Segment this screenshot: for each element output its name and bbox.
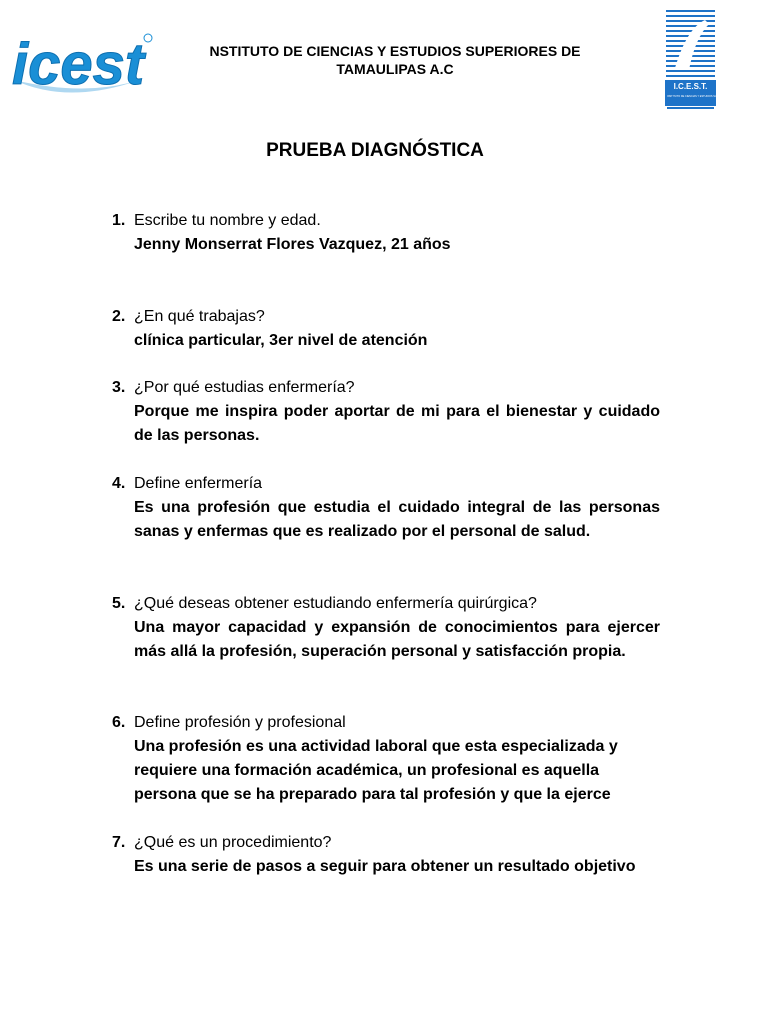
- question-number: 6.: [112, 714, 126, 731]
- question-item-4: [112, 472, 660, 544]
- answer-text: Es una serie de pasos a seguir para obtener un resultado objetivo: [134, 858, 636, 875]
- question-number: 5.: [112, 595, 126, 612]
- question-item-1: [112, 209, 660, 257]
- answer-text: Una profesión es una actividad laboral que esta especializada y requiere una formación académica, un profesional es aquella persona que se ha preparado para tal profesión y que la ejerce: [134, 738, 618, 803]
- question-text: ¿En qué trabajas?: [134, 308, 265, 325]
- question-item-5: [112, 592, 660, 664]
- question-item-6: [112, 711, 660, 807]
- question-number: 3.: [112, 379, 126, 396]
- question-item-3: [112, 376, 660, 448]
- question-text: ¿Qué deseas obtener estudiando enfermería quirúrgica?: [134, 595, 537, 612]
- page-title: PRUEBA DIAGNÓSTICA: [266, 140, 484, 161]
- answer-text: Es una profesión que estudia el cuidado integral de las personas sanas y enfermas que es realizado por el personal de salud.: [134, 499, 660, 540]
- question-number: 2.: [112, 308, 126, 325]
- question-text: ¿Por qué estudias enfermería?: [134, 379, 355, 396]
- answer-text: Una mayor capacidad y expansión de conocimientos para ejercer más allá la profesión, superación personal y satisfacción propia.: [134, 619, 660, 660]
- institution-line-2: TAMAULIPAS A.C: [336, 61, 454, 77]
- question-text: Escribe tu nombre y edad.: [134, 212, 321, 229]
- icest-logo-text: icest: [12, 32, 145, 97]
- question-item-2: [112, 305, 660, 353]
- question-text: Define profesión y profesional: [134, 714, 346, 731]
- question-number: 7.: [112, 834, 126, 851]
- seal-text: I.C.E.S.T.: [673, 82, 708, 91]
- iceset-seal: [665, 8, 757, 110]
- question-text: ¿Qué es un procedimiento?: [134, 834, 332, 851]
- seal-subtext: INSTITUTO DE CIENCIAS Y ESTUDIOS SUPERIORES DE TAMAULIPAS, A. C.: [667, 95, 757, 98]
- answer-text: Jenny Monserrat Flores Vazquez, 21 años: [134, 236, 451, 253]
- question-item-7: [112, 831, 660, 879]
- institution-line-1: NSTITUTO DE CIENCIAS Y ESTUDIOS SUPERIORES DE: [209, 43, 581, 59]
- answer-text: Porque me inspira poder aportar de mi para el bienestar y cuidado de las personas.: [134, 403, 660, 444]
- answer-text: clínica particular, 3er nivel de atención: [134, 332, 428, 349]
- question-number: 1.: [112, 212, 126, 229]
- icest-logo: [10, 28, 155, 98]
- institution-name: [170, 42, 620, 78]
- question-text: Define enfermería: [134, 475, 263, 492]
- question-number: 4.: [112, 475, 126, 492]
